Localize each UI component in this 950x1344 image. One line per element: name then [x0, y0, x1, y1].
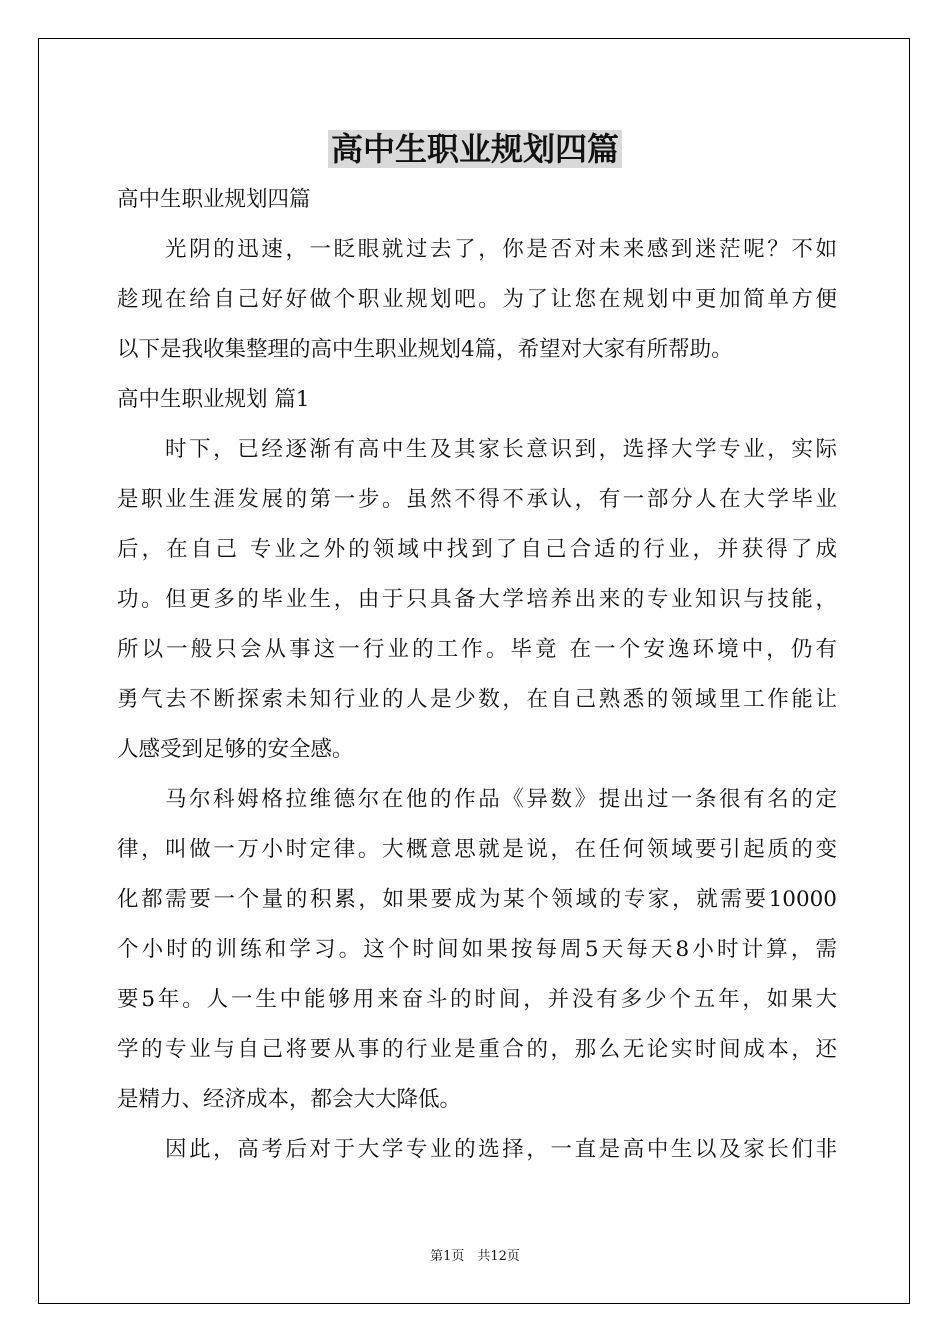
- text-line: 学的专业与自己将要从事的行业是重合的，那么无论实时间成本，还: [117, 1037, 837, 1062]
- text-line: 要5年。人一生中能够用来奋斗的时间，并没有多少个五年，如果大: [117, 987, 837, 1012]
- text-line: 化都需要一个量的积累，如果要成为某个领域的专家，就需要10000: [117, 887, 837, 912]
- text-line: 马尔科姆格拉维德尔在他的作品《异数》提出过一条很有名的定: [165, 787, 837, 812]
- text-line: 个小时的训练和学习。这个时间如果按每周5天每天8小时计算，需: [117, 937, 837, 962]
- text-line: 光阴的迅速，一眨眼就过去了，你是否对未来感到迷茫呢？不如: [165, 237, 837, 262]
- document-body: [117, 178, 837, 1178]
- text-line: 趁现在给自己好好做个职业规划吧。为了让您在规划中更加简单方便: [117, 287, 837, 312]
- document-title: [0, 126, 950, 172]
- document-title-text: 高中生职业规划四篇: [328, 130, 622, 168]
- text-line: 所以一般只会从事这一行业的工作。毕竟 在一个安逸环境中，仍有: [117, 637, 837, 662]
- text-line: 以下是我收集整理的高中生职业规划4篇，希望对大家有所帮助。: [117, 337, 733, 362]
- text-line: 功。但更多的毕业生，由于只具备大学培养出来的专业知识与技能，: [117, 587, 837, 612]
- text-line: 高中生职业规划 篇1: [117, 387, 310, 412]
- text-line: 人感受到足够的安全感。: [117, 737, 354, 762]
- text-line: 高中生职业规划四篇: [117, 187, 311, 212]
- text-line: 是职业生涯发展的第一步。虽然不得不承认，有一部分人在大学毕业: [117, 487, 837, 512]
- text-line: 勇气去不断探索未知行业的人是少数，在自己熟悉的领域里工作能让: [117, 687, 837, 712]
- text-line: 律，叫做一万小时定律。大概意思就是说，在任何领域要引起质的变: [117, 837, 837, 862]
- text-line: 是精力、经济成本，都会大大降低。: [117, 1087, 462, 1112]
- page-footer: 第1页 共12页: [430, 1249, 520, 1264]
- text-line: 后，在自己 专业之外的领域中找到了自己合适的行业，并获得了成: [117, 537, 837, 562]
- text-line: 时下，已经逐渐有高中生及其家长意识到，选择大学专业，实际: [165, 437, 837, 462]
- text-line: 因此，高考后对于大学专业的选择，一直是高中生以及家长们非: [165, 1137, 837, 1162]
